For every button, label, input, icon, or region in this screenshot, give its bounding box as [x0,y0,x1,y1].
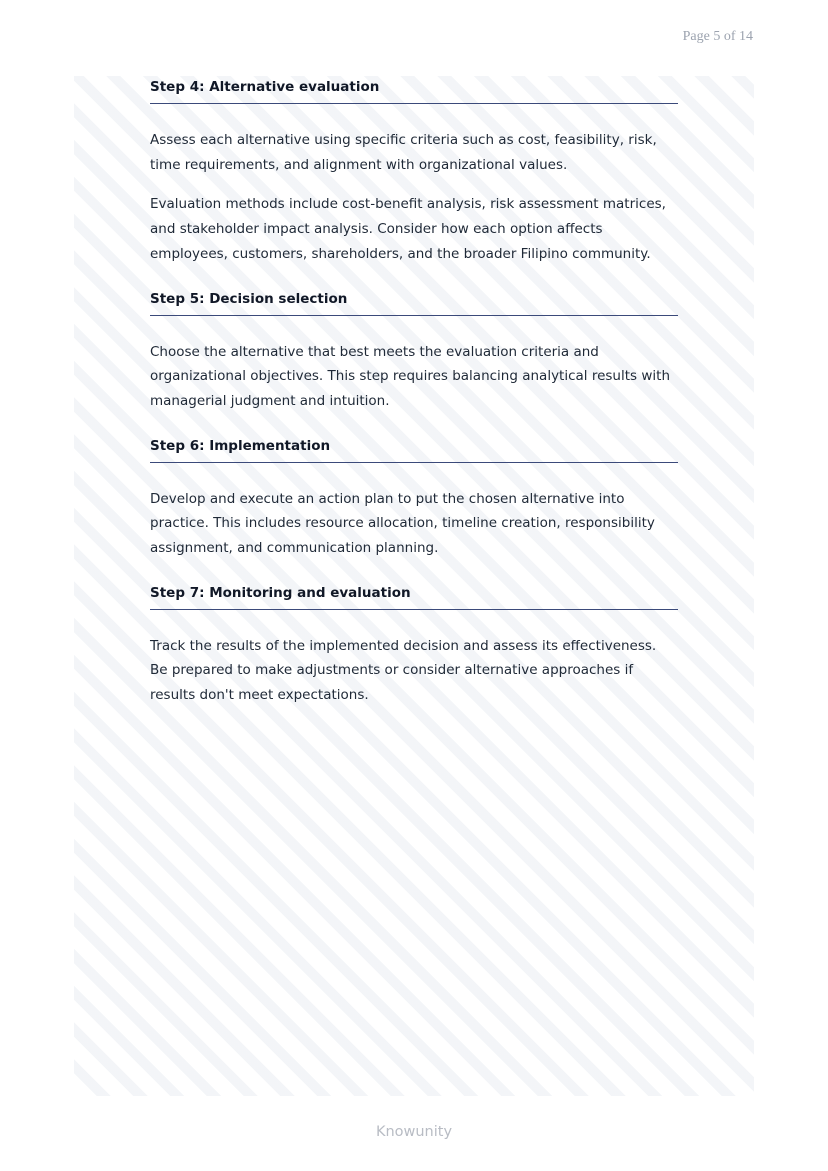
step-6-heading: Step 6: Implementation [150,435,678,463]
document-body [150,76,678,723]
step-7-heading: Step 7: Monitoring and evaluation [150,582,678,610]
step-6-paragraph-1: Develop and execute an action plan to put the chosen alternative into practice. This includes resource allocation, timeline creation, responsibility assignment, and communication planning. [150,490,655,557]
step-5-section [150,288,678,414]
step-5-paragraph-1: Choose the alternative that best meets the evaluation criteria and organizational objectives. This step requires balancing analytical results with managerial judgment and intuition. [150,343,671,409]
step-4-paragraph-1: Assess each alternative using specific criteria such as cost, feasibility, risk, time requirements, and alignment with organizational values. [150,132,657,173]
step-4-section [150,76,678,267]
step-5-heading: Step 5: Decision selection [150,288,678,316]
step-4-paragraph-2: Evaluation methods include cost-benefit analysis, risk assessment matrices, and stakeholder impact analysis. Consider how each option affects employees, customers, shareholders, and the broader Filipino community. [150,196,666,262]
footer-brand: Knowunity [375,1124,453,1140]
step-7-paragraph-1: Track the results of the implemented decision and assess its effectiveness. Be prepared to make adjustments or consider alternative approaches if results don't meet expectations. [150,637,657,704]
step-4-heading: Step 4: Alternative evaluation [150,76,678,104]
step-6-section [150,435,678,561]
step-7-section [150,582,678,708]
page-number: Page 5 of 14 [682,29,753,44]
